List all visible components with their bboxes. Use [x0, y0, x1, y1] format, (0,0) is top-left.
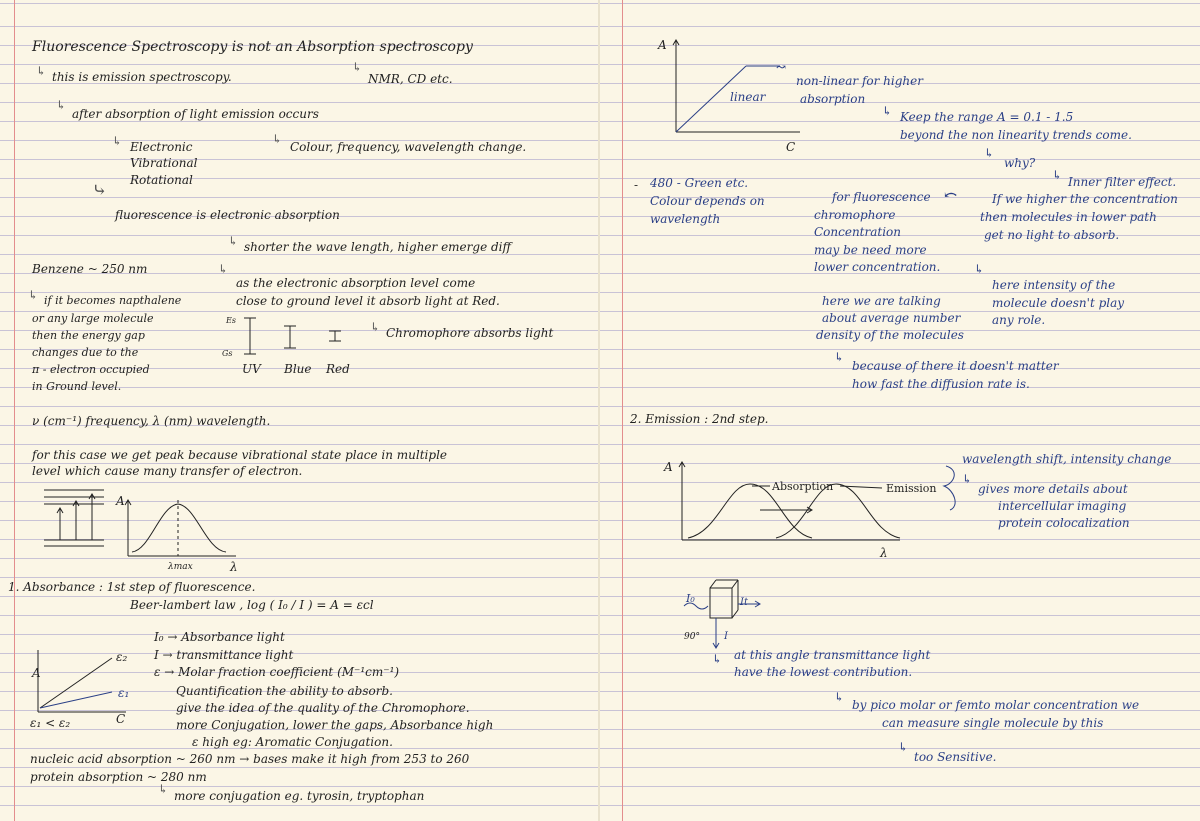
- note-text: ν (cm⁻¹) frequency, λ (nm) wavelength.: [32, 414, 271, 428]
- it-label: It: [740, 597, 748, 608]
- gs-label: Gs: [222, 349, 233, 358]
- note-text: π - electron occupied: [32, 363, 150, 376]
- state-item: Vibrational: [130, 156, 198, 170]
- note-text: fluorescence is electronic absorption: [115, 208, 340, 222]
- note-text: any role.: [992, 313, 1046, 327]
- note-text: lower concentration.: [814, 260, 941, 274]
- axis-label: A: [658, 38, 667, 52]
- beer-lambert-law: Beer-lambert law , log ( I₀ / I ) = A = εcl: [130, 598, 374, 612]
- note-text: have the lowest contribution.: [734, 665, 913, 679]
- hook-arrow: ↳: [218, 262, 229, 276]
- hook-arrow: ↳: [56, 98, 67, 112]
- note-text: If we higher the concentration: [992, 192, 1178, 206]
- i0-label: I₀: [686, 592, 695, 605]
- absorption-label: Absorption: [772, 480, 834, 493]
- section-heading: 1. Absorbance : 1st step of fluorescence.: [8, 580, 256, 594]
- note-text: give the idea of the quality of the Chromophore.: [176, 701, 470, 715]
- note-text: get no light to absorb.: [984, 228, 1120, 242]
- note-text: then the energy gap: [32, 329, 145, 342]
- es-label: Es: [226, 316, 236, 325]
- note-text: 480 - Green etc.: [650, 176, 749, 190]
- linear-label: linear: [730, 90, 766, 104]
- note-text: can measure single molecule by this: [882, 716, 1104, 730]
- note-text: protein absorption ~ 280 nm: [30, 770, 207, 784]
- color-label-uv: UV: [242, 362, 261, 376]
- note-text: protein colocalization: [998, 516, 1130, 530]
- note-text: at this angle transmittance light: [734, 648, 931, 662]
- axis-label: λ: [880, 546, 888, 560]
- hook-arrow: ↳: [272, 132, 283, 146]
- note-text: because of there it doesn't matter: [852, 359, 1059, 373]
- hook-arrow: ↳: [984, 146, 995, 160]
- note-text: how fast the diffusion rate is.: [852, 377, 1030, 391]
- note-text: Colour depends on: [650, 194, 765, 208]
- note-text: Inner filter effect.: [1068, 175, 1177, 189]
- note-text: in Ground level.: [32, 380, 122, 393]
- definition: I₀ → Absorbance light: [154, 630, 285, 644]
- note-text: Benzene ~ 250 nm: [32, 262, 148, 276]
- note-text: nucleic acid absorption ~ 260 nm → bases make it high from 253 to 260: [30, 752, 470, 766]
- lambda-max-label: λmax: [168, 562, 193, 572]
- hook-arrow: ↳: [962, 472, 973, 486]
- note-text: non-linear for higher: [796, 74, 923, 88]
- axis-label: A: [116, 494, 125, 508]
- axis-label: λ: [230, 560, 238, 574]
- hook-arrow: ↳: [112, 134, 123, 148]
- hook-arrow: ↳: [898, 740, 909, 754]
- axis-label: A: [32, 666, 41, 680]
- note-text: this is emission spectroscopy.: [52, 70, 232, 84]
- note-text: chromophore: [814, 208, 896, 222]
- hook-arrow: ↳: [352, 60, 363, 74]
- note-text: more conjugation eg. tyrosin, tryptophan: [174, 789, 425, 803]
- note-text: here intensity of the: [992, 278, 1116, 292]
- note-text: absorption: [800, 92, 866, 106]
- note-text: may be need more: [814, 243, 927, 257]
- hook-arrow: ↳: [834, 690, 845, 704]
- note-text: Keep the range A = 0.1 - 1.5: [900, 110, 1074, 124]
- curve-arrow: ⤺: [944, 185, 958, 204]
- hook-arrow: ↳: [36, 64, 47, 78]
- note-text: here we are talking: [822, 294, 941, 308]
- note-text: Chromophore absorbs light: [386, 326, 554, 340]
- arrow: ↝: [776, 60, 787, 74]
- hook-arrow: ↳: [712, 652, 723, 666]
- note-text: gives more details about: [978, 482, 1128, 496]
- note-text: too Sensitive.: [914, 750, 997, 764]
- list-dash: -: [634, 178, 639, 192]
- note-text: after absorption of light emission occurs: [72, 107, 319, 121]
- note-text: or any large molecule: [32, 312, 154, 325]
- hook-arrow: ↳: [370, 320, 381, 334]
- note-text: density of the molecules: [816, 328, 964, 342]
- curve-arrow: ⤷: [92, 180, 108, 201]
- epsilon-relation: ε₁ < ε₂: [30, 716, 71, 730]
- axis-label: C: [786, 140, 796, 154]
- hook-arrow: ↳: [882, 104, 893, 118]
- hook-arrow: ↳: [1052, 168, 1063, 182]
- note-text: molecule doesn't play: [992, 296, 1125, 310]
- note-text: wavelength shift, intensity change: [962, 452, 1172, 466]
- epsilon-label: ε₂: [116, 650, 128, 664]
- hook-arrow: ↳: [228, 234, 239, 248]
- note-text: for this case we get peak because vibrational state place in multiple: [32, 448, 448, 462]
- note-text: shorter the wave length, higher emerge diff: [244, 240, 512, 254]
- hook-arrow: ↳: [834, 350, 845, 364]
- axis-label: C: [116, 712, 126, 726]
- note-text: as the electronic absorption level come: [236, 276, 476, 290]
- note-text: beyond the non linearity trends come.: [900, 128, 1132, 142]
- note-text: Concentration: [814, 225, 902, 239]
- axis-label: A: [664, 460, 673, 474]
- hook-arrow: ↳: [28, 288, 39, 302]
- note-text: for fluorescence: [832, 190, 931, 204]
- note-text: Colour, frequency, wavelength change.: [290, 140, 527, 154]
- note-text: then molecules in lower path: [980, 210, 1157, 224]
- definition: ε → Molar fraction coefficient (M⁻¹cm⁻¹): [154, 665, 400, 679]
- angle-label: 90°: [684, 632, 700, 642]
- note-text: intercellular imaging: [998, 499, 1127, 513]
- note-text: changes due to the: [32, 346, 139, 359]
- note-text: wavelength: [650, 212, 721, 226]
- section-heading: 2. Emission : 2nd step.: [630, 412, 769, 426]
- note-text: why?: [1004, 156, 1036, 170]
- note-text: if it becomes napthalene: [44, 294, 182, 307]
- note-text: close to ground level it absorb light at Red.: [236, 294, 500, 308]
- hook-arrow: ↳: [974, 262, 985, 276]
- note-text: by pico molar or femto molar concentration we: [852, 698, 1140, 712]
- note-text: Quantification the ability to absorb.: [176, 684, 393, 698]
- epsilon-label: ε₁: [118, 686, 130, 700]
- state-item: Rotational: [130, 173, 193, 187]
- note-text: about average number: [822, 311, 961, 325]
- hook-arrow: ↳: [158, 782, 169, 796]
- color-label-red: Red: [326, 362, 350, 376]
- i-label: I: [724, 631, 728, 642]
- definition: I → transmittance light: [154, 648, 294, 662]
- state-item: Electronic: [130, 140, 193, 154]
- color-label-blue: Blue: [284, 362, 312, 376]
- page-title: Fluorescence Spectroscopy is not an Absorption spectroscopy: [32, 39, 473, 55]
- note-text: ε high eg: Aromatic Conjugation.: [192, 735, 393, 749]
- emission-label: Emission: [886, 482, 937, 495]
- note-text: level which cause many transfer of electron.: [32, 464, 303, 478]
- note-text: NMR, CD etc.: [368, 72, 453, 86]
- right-notebook-page: [600, 0, 1200, 821]
- note-text: more Conjugation, lower the gaps, Absorbance high: [176, 718, 494, 732]
